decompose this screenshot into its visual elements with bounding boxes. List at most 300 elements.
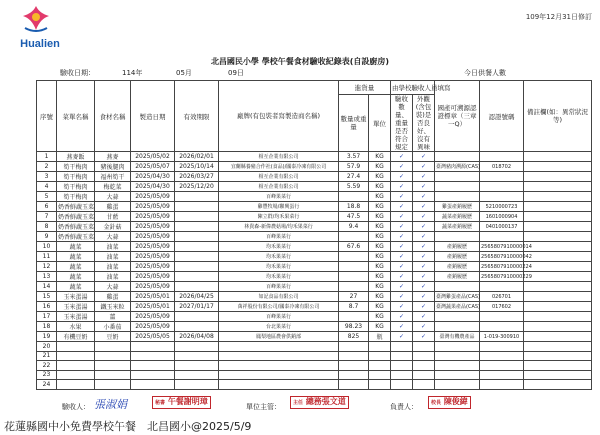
row-dish: 燕麥飯 (57, 152, 95, 162)
row-check-pkg: ✓ (413, 182, 435, 192)
header-exp-date: 有效期限 (175, 81, 219, 152)
row-cert-no (480, 192, 524, 202)
row-cert-no (480, 152, 524, 162)
row-exp-date (175, 312, 219, 322)
row-ingredient: 甘藍 (95, 212, 131, 222)
row-ingredient: 雞蛋 (95, 292, 131, 302)
row-qty: 67.6 (339, 242, 369, 252)
stamp-lunch-secretary (152, 396, 211, 409)
row-exp-date (175, 361, 219, 371)
row-dish: 筍干梅肉 (57, 162, 95, 172)
row-qty (339, 342, 369, 352)
row-vendor: 林貴森-新偉農菇場/均禾果菜行 (219, 222, 339, 232)
row-cert-mark (435, 322, 480, 332)
row-check-qty: ✓ (391, 322, 413, 332)
table-row (37, 282, 592, 292)
stamp-principal (428, 396, 471, 409)
row-unit (369, 380, 391, 390)
row-qty: 47.5 (339, 212, 369, 222)
row-dish: 筍干梅肉 (57, 182, 95, 192)
row-ingredient (95, 351, 131, 361)
row-vendor: 台北果菜行 (219, 322, 339, 332)
table-row (37, 252, 592, 262)
header-unit: 單位 (369, 95, 391, 152)
row-exp-date (175, 272, 219, 282)
row-check-qty: ✓ (391, 232, 413, 242)
row-mfg-date: 2025/04/30 (131, 182, 175, 192)
inspection-day: 09日 (228, 69, 244, 77)
row-exp-date (175, 192, 219, 202)
row-dish: 奶香鮮蔬玉菜 (57, 202, 95, 212)
row-vendor: 如記食品有限公司 (219, 292, 339, 302)
row-check-qty (391, 370, 413, 380)
row-check-qty (391, 351, 413, 361)
row-check-pkg: ✓ (413, 232, 435, 242)
row-seq: 6 (37, 202, 57, 212)
row-cert-no: 018702 (480, 162, 524, 172)
row-qty: 57.9 (339, 162, 369, 172)
row-check-qty: ✓ (391, 272, 413, 282)
row-remark (524, 212, 592, 222)
row-check-qty: ✓ (391, 302, 413, 312)
row-mfg-date: 2025/05/09 (131, 212, 175, 222)
row-unit: KG (369, 322, 391, 332)
header-check-pkg: 外觀(含包裝)是否良好、沒有異味 (413, 95, 435, 152)
row-check-pkg: ✓ (413, 172, 435, 182)
row-unit: KG (369, 302, 391, 312)
row-cert-mark: 臺灣有機農產品 (435, 332, 480, 342)
row-dish: 玉米蛋湯 (57, 302, 95, 312)
row-unit: KG (369, 172, 391, 182)
row-remark (524, 292, 592, 302)
row-dish: 玉米蛋湯 (57, 292, 95, 302)
row-unit: KG (369, 232, 391, 242)
row-check-pkg: ✓ (413, 192, 435, 202)
row-dish: 奶香鮮蔬玉菜 (57, 222, 95, 232)
header-dish: 菜單名稱 (57, 81, 95, 152)
row-check-qty (391, 380, 413, 390)
row-qty (339, 370, 369, 380)
row-unit: KG (369, 262, 391, 272)
row-vendor (219, 361, 339, 371)
row-cert-mark: 臺灣豬肉溯源(CAS) (435, 162, 480, 172)
table-row (37, 302, 592, 312)
hualien-logo-icon (19, 4, 53, 34)
row-check-qty: ✓ (391, 152, 413, 162)
row-seq: 3 (37, 172, 57, 182)
row-ingredient: 油菜 (95, 262, 131, 272)
row-mfg-date: 2025/05/09 (131, 232, 175, 242)
row-mfg-date: 2025/05/09 (131, 242, 175, 252)
row-vendor: 均禾果菜行 (219, 242, 339, 252)
row-check-qty: ✓ (391, 312, 413, 322)
row-cert-mark (435, 282, 480, 292)
table-row (37, 370, 592, 380)
row-ingredient (95, 361, 131, 371)
row-vendor: 百峰果菜行 (219, 312, 339, 322)
row-check-pkg (413, 380, 435, 390)
inspection-date-row (38, 68, 590, 78)
row-cert-mark (435, 380, 480, 390)
row-ingredient: 豆奶 (95, 332, 131, 342)
row-ingredient: 薑 (95, 312, 131, 322)
unit-head-label: 單位主管： (246, 403, 281, 411)
row-seq: 2 (37, 162, 57, 172)
row-dish: 蔬菜 (57, 272, 95, 282)
row-mfg-date (131, 342, 175, 352)
row-seq: 24 (37, 380, 57, 390)
row-check-pkg: ✓ (413, 312, 435, 322)
row-mfg-date: 2025/05/09 (131, 322, 175, 332)
row-seq: 21 (37, 351, 57, 361)
row-qty (339, 361, 369, 371)
row-unit: KG (369, 152, 391, 162)
row-cert-mark: 蔬菜產銷履歷 (435, 212, 480, 222)
hualien-logo (6, 4, 66, 52)
row-unit (369, 351, 391, 361)
row-mfg-date (131, 380, 175, 390)
row-remark (524, 272, 592, 282)
row-qty: 27.4 (339, 172, 369, 182)
table-row (37, 172, 592, 182)
row-dish: 奶香鮮蔬玉菜 (57, 212, 95, 222)
row-remark (524, 351, 592, 361)
row-ingredient: 油菜 (95, 242, 131, 252)
row-unit: KG (369, 312, 391, 322)
row-ingredient: 油菜 (95, 252, 131, 262)
row-remark (524, 172, 592, 182)
row-remark (524, 322, 592, 332)
row-cert-mark: 臺灣雞蛋產品(CAS) (435, 292, 480, 302)
row-mfg-date: 2025/05/09 (131, 192, 175, 202)
inspector-label: 驗收人： (62, 403, 90, 411)
table-row (37, 222, 592, 232)
row-check-pkg (413, 351, 435, 361)
row-seq: 10 (37, 242, 57, 252)
row-mfg-date: 2025/04/30 (131, 172, 175, 182)
row-qty: 18.8 (339, 202, 369, 212)
row-check-pkg: ✓ (413, 322, 435, 332)
row-remark (524, 252, 592, 262)
row-ingredient (95, 380, 131, 390)
row-cert-no (480, 312, 524, 322)
row-vendor: 陳立群/均禾果菜行 (219, 212, 339, 222)
row-mfg-date: 2025/05/02 (131, 152, 175, 162)
row-check-qty: ✓ (391, 202, 413, 212)
row-check-pkg (413, 342, 435, 352)
row-mfg-date: 2025/05/01 (131, 302, 175, 312)
row-check-qty: ✓ (391, 292, 413, 302)
row-exp-date: 2027/01/17 (175, 302, 219, 312)
row-mfg-date: 2025/05/01 (131, 292, 175, 302)
row-cert-mark (435, 152, 480, 162)
row-qty: 5.59 (339, 182, 369, 192)
row-unit: KG (369, 282, 391, 292)
row-cert-no (480, 351, 524, 361)
row-check-qty: ✓ (391, 282, 413, 292)
row-vendor: 相互企業有限公司 (219, 152, 339, 162)
inspector-signature: 張淑娟 (94, 398, 127, 411)
row-seq: 7 (37, 212, 57, 222)
row-exp-date (175, 252, 219, 262)
row-dish: 蔬菜 (57, 242, 95, 252)
row-seq: 5 (37, 192, 57, 202)
row-qty (339, 252, 369, 262)
revision-date: 109年12月31日修訂 (525, 13, 592, 21)
row-dish (57, 370, 95, 380)
header-check-qty: 驗收數量、重量是否符合規定 (391, 95, 413, 152)
table-row (37, 152, 592, 162)
table-row (37, 232, 592, 242)
table-row (37, 192, 592, 202)
row-seq: 13 (37, 272, 57, 282)
row-cert-mark (435, 370, 480, 380)
table-row (37, 322, 592, 332)
row-cert-mark (435, 172, 480, 182)
row-cert-no (480, 232, 524, 242)
table-row (37, 342, 592, 352)
row-cert-mark: 產銷履歷 (435, 262, 480, 272)
row-seq: 11 (37, 252, 57, 262)
row-exp-date: 2025/10/14 (175, 162, 219, 172)
row-cert-no: 0401000137 (480, 222, 524, 232)
row-remark (524, 380, 592, 390)
row-remark (524, 192, 592, 202)
principal-label: 負責人： (390, 403, 418, 411)
row-cert-mark: 產銷履歷 (435, 252, 480, 262)
row-check-qty: ✓ (391, 172, 413, 182)
row-check-pkg: ✓ (413, 202, 435, 212)
row-cert-no (480, 342, 524, 352)
row-remark (524, 262, 592, 272)
row-cert-mark (435, 192, 480, 202)
header-qty: 數量或重量 (339, 95, 369, 152)
header-seq: 序號 (37, 81, 57, 152)
row-seq: 23 (37, 370, 57, 380)
row-remark (524, 342, 592, 352)
row-seq: 14 (37, 282, 57, 292)
row-cert-mark: 臺灣蔬果產品(CAS) (435, 302, 480, 312)
row-dish: 蔬菜 (57, 262, 95, 272)
row-check-pkg: ✓ (413, 302, 435, 312)
row-qty (339, 282, 369, 292)
row-dish (57, 380, 95, 390)
row-check-pkg (413, 361, 435, 371)
row-ingredient: 油菜 (95, 272, 131, 282)
row-cert-no (480, 182, 524, 192)
row-dish (57, 351, 95, 361)
row-mfg-date (131, 351, 175, 361)
row-remark (524, 302, 592, 312)
row-check-pkg: ✓ (413, 332, 435, 342)
inspection-date-label: 驗收日期： (60, 69, 95, 77)
stamp-mid-small: 主任 (293, 400, 304, 406)
row-vendor (219, 351, 339, 361)
row-exp-date (175, 322, 219, 332)
header-ingredient: 食材名稱 (95, 81, 131, 152)
row-cert-no: 2565807910000229 (481, 273, 532, 280)
row-remark (524, 232, 592, 242)
row-mfg-date: 2025/05/09 (131, 282, 175, 292)
row-ingredient: 雞蛋 (95, 202, 131, 212)
row-ingredient (95, 342, 131, 352)
row-unit (369, 342, 391, 352)
row-cert-no (480, 361, 524, 371)
row-exp-date (175, 262, 219, 272)
row-seq: 16 (37, 302, 57, 312)
row-check-pkg: ✓ (413, 252, 435, 262)
row-vendor (219, 342, 339, 352)
row-dish: 水果 (57, 322, 95, 332)
row-check-pkg: ✓ (413, 222, 435, 232)
row-cert-no: 5210000723 (480, 202, 524, 212)
row-exp-date: 2025/12/20 (175, 182, 219, 192)
row-seq: 15 (37, 292, 57, 302)
row-vendor (219, 370, 339, 380)
row-seq: 9 (37, 232, 57, 242)
inspection-month: 05月 (176, 69, 192, 77)
row-dish: 蔬菜 (57, 252, 95, 262)
row-check-qty (391, 361, 413, 371)
footer-caption: 花蓮縣國中小免費學校午餐 北昌國小@2025/5/9 (4, 420, 252, 433)
stamp-right-small: 校長 (431, 400, 442, 406)
row-cert-no: 017602 (480, 302, 524, 312)
row-check-pkg (413, 370, 435, 380)
row-mfg-date: 2025/05/09 (131, 262, 175, 272)
row-check-pkg: ✓ (413, 272, 435, 282)
row-unit: KG (369, 202, 391, 212)
row-remark (524, 202, 592, 212)
row-seq: 4 (37, 182, 57, 192)
row-unit (369, 361, 391, 371)
row-seq: 12 (37, 262, 57, 272)
row-mfg-date: 2025/05/09 (131, 312, 175, 322)
row-check-pkg: ✓ (413, 282, 435, 292)
row-exp-date (175, 370, 219, 380)
row-unit: KG (369, 182, 391, 192)
row-check-pkg: ✓ (413, 152, 435, 162)
row-unit: KG (369, 192, 391, 202)
row-unit: KG (369, 222, 391, 232)
row-check-pkg: ✓ (413, 242, 435, 252)
row-check-pkg: ✓ (413, 262, 435, 272)
header-cert-mark: 國產可溯源認證標章（三章一Q） (435, 81, 480, 152)
row-mfg-date (131, 361, 175, 371)
row-vendor: 雞豐牧場/聯興蛋行 (219, 202, 339, 212)
header-incoming: 進貨量 (339, 81, 391, 95)
row-check-pkg: ✓ (413, 162, 435, 172)
row-remark (524, 361, 592, 371)
table-body (37, 152, 592, 390)
row-check-qty: ✓ (391, 182, 413, 192)
table-row (37, 380, 592, 390)
signature-row (0, 398, 600, 418)
row-vendor: 均禾果菜行 (219, 262, 339, 272)
row-dish: 筍干梅肉 (57, 192, 95, 202)
row-ingredient: 大蒜 (95, 282, 131, 292)
row-cert-no: 026701 (480, 292, 524, 302)
row-check-pkg: ✓ (413, 212, 435, 222)
row-ingredient: 大蒜 (95, 192, 131, 202)
row-vendor: 百峰果菜行 (219, 192, 339, 202)
row-remark (524, 182, 592, 192)
row-cert-no: 2565807910000042 (481, 253, 532, 260)
row-vendor: 百峰果菜行 (219, 232, 339, 242)
stamp-general-affairs (290, 396, 349, 409)
row-check-qty: ✓ (391, 162, 413, 172)
table-row (37, 202, 592, 212)
row-cert-mark: 產銷履歷 (435, 242, 480, 252)
row-cert-mark (435, 182, 480, 192)
row-exp-date: 2026/02/01 (175, 152, 219, 162)
row-qty (339, 380, 369, 390)
row-vendor: 均禾果菜行 (219, 252, 339, 262)
row-remark (524, 282, 592, 292)
table-row (37, 351, 592, 361)
row-unit: KG (369, 292, 391, 302)
row-cert-mark (435, 232, 480, 242)
table-row (37, 182, 592, 192)
row-check-qty (391, 342, 413, 352)
row-mfg-date: 2025/05/09 (131, 202, 175, 212)
row-dish: 筍干梅肉 (57, 172, 95, 182)
row-exp-date (175, 351, 219, 361)
row-exp-date (175, 222, 219, 232)
row-qty: 98.23 (339, 322, 369, 332)
row-dish: 奶香鮮蔬玉菜 (57, 232, 95, 242)
row-qty (339, 351, 369, 361)
header-cert-no: 認證號碼 (480, 81, 524, 152)
row-check-qty: ✓ (391, 212, 413, 222)
table-row (37, 332, 592, 342)
row-remark (524, 332, 592, 342)
row-unit: KG (369, 252, 391, 262)
row-cert-mark (435, 361, 480, 371)
row-mfg-date: 2025/05/05 (131, 332, 175, 342)
row-qty: 27 (339, 292, 369, 302)
row-seq: 20 (37, 342, 57, 352)
row-cert-no: 2565807910000014 (481, 243, 532, 250)
row-qty (339, 312, 369, 322)
row-check-qty: ✓ (391, 242, 413, 252)
stamp-left-small: 秘書 (155, 400, 166, 406)
supplier-count-label: 今日供餐人數 (464, 69, 506, 77)
stamp-right-text: 陳俊緯 (443, 397, 468, 406)
row-exp-date (175, 282, 219, 292)
row-mfg-date: 2025/05/09 (131, 252, 175, 262)
row-ingredient: 鐵玉米粒 (95, 302, 131, 312)
row-seq: 22 (37, 361, 57, 371)
table-row (37, 272, 592, 282)
logo-text: Hualien (20, 38, 60, 50)
row-seq: 17 (37, 312, 57, 322)
row-qty (339, 232, 369, 242)
row-mfg-date: 2025/05/09 (131, 272, 175, 282)
row-ingredient: 金針菇 (95, 222, 131, 232)
row-dish (57, 361, 95, 371)
row-unit: 瓶 (369, 332, 391, 342)
table-row (37, 292, 592, 302)
row-vendor: 相互企業有限公司 (219, 172, 339, 182)
row-qty: 9.4 (339, 222, 369, 232)
row-remark (524, 312, 592, 322)
row-check-qty: ✓ (391, 332, 413, 342)
row-exp-date (175, 380, 219, 390)
row-cert-no: 1-019-300910 (480, 332, 524, 342)
table-row (37, 312, 592, 322)
row-cert-mark (435, 312, 480, 322)
row-qty: 8.7 (339, 302, 369, 312)
